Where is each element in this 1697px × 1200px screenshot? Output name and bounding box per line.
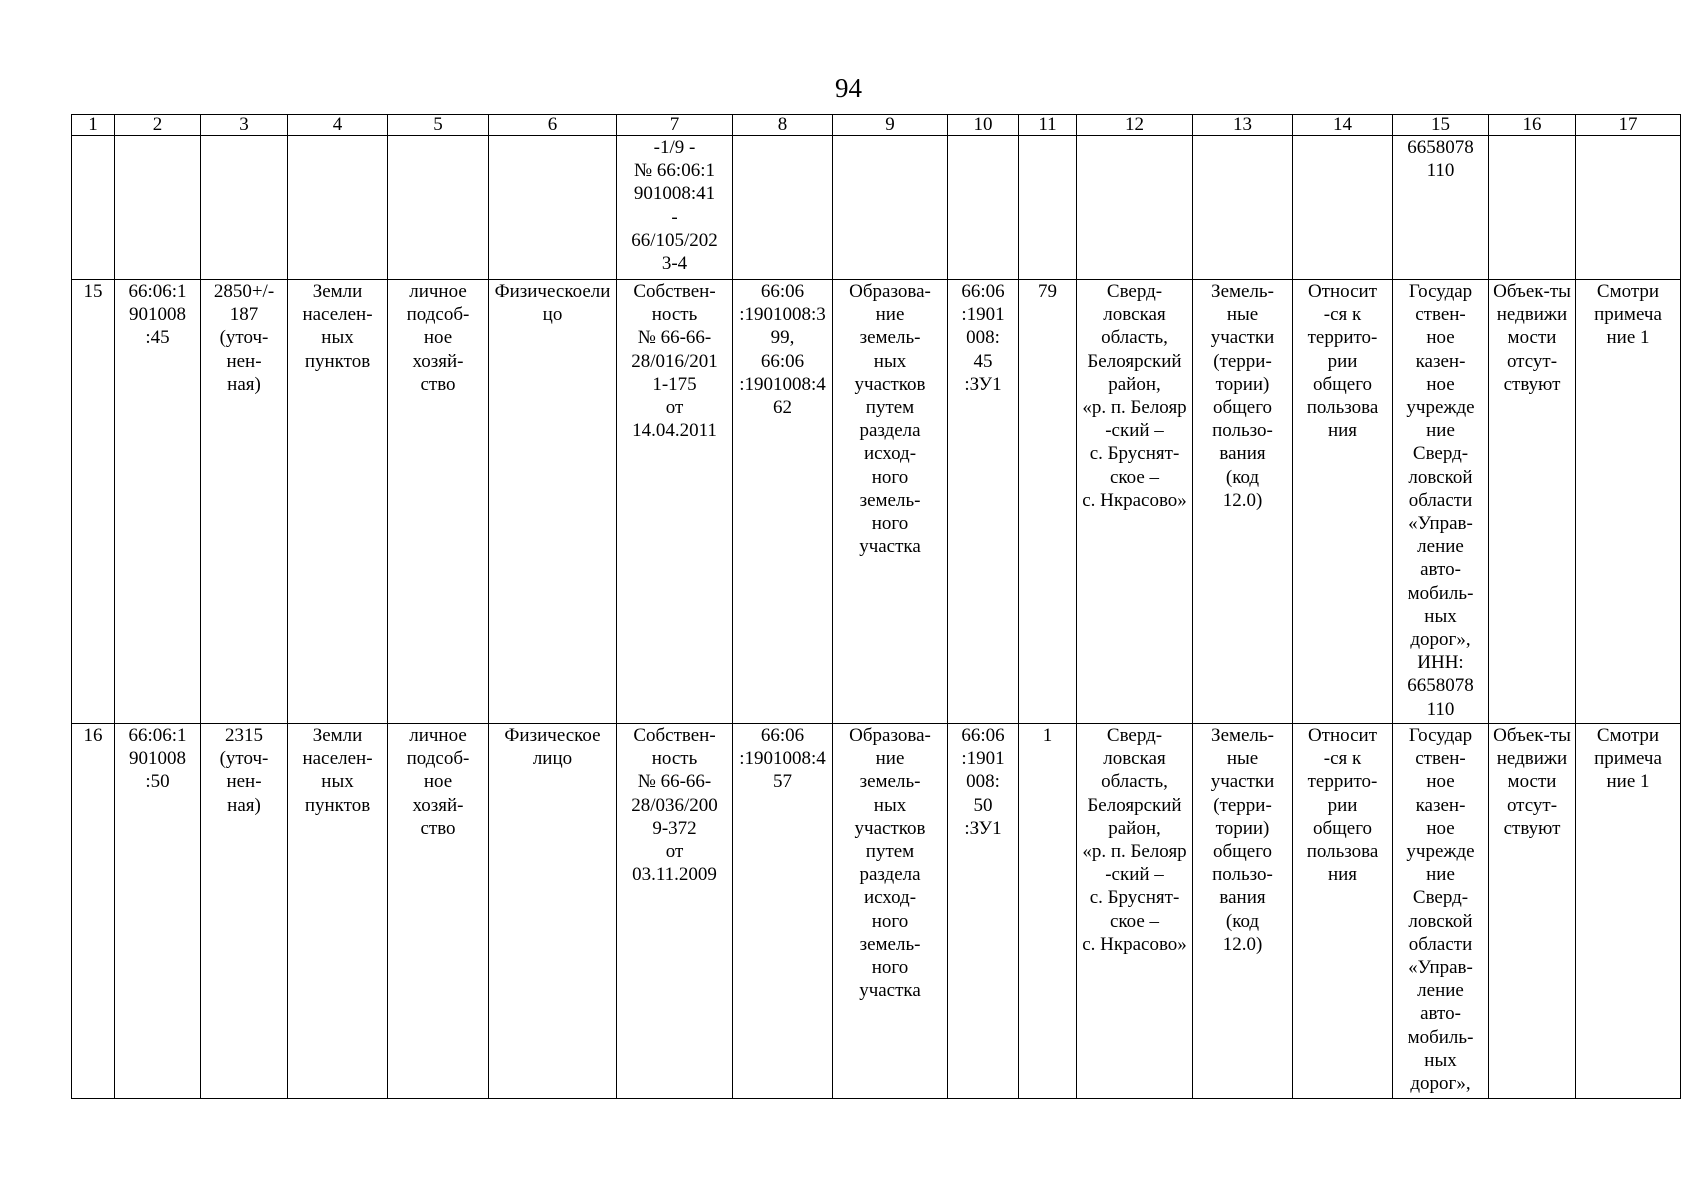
land-category-cell <box>288 136 388 280</box>
related-parcels-cell <box>733 136 833 280</box>
area-cell: 2850+/- 187 (уточ- нен- ная) <box>201 280 288 724</box>
related-parcels-cell: 66:06 :1901008:3 99, 66:06 :1901008:4 62 <box>733 280 833 724</box>
row-number-cell: 16 <box>72 724 115 1099</box>
permitted-use-cell <box>388 136 489 280</box>
column-number: 6 <box>489 115 617 136</box>
cadastral-number-cell <box>115 136 201 280</box>
note-cell: Смотри примеча ние 1 <box>1576 280 1681 724</box>
formation-method-cell: Образова- ние земель- ных участков путем раздела исход- ного земель- ного участка <box>833 724 948 1099</box>
column-number: 17 <box>1576 115 1681 136</box>
column-number: 7 <box>617 115 733 136</box>
column-number: 4 <box>288 115 388 136</box>
note-cell <box>1576 136 1681 280</box>
column-number: 16 <box>1489 115 1576 136</box>
right-holder-cell: Физическое лицо <box>489 724 617 1099</box>
column-number: 5 <box>388 115 489 136</box>
permitted-use-cell: личное подсоб- ное хозяй- ство <box>388 724 489 1099</box>
column-number: 12 <box>1077 115 1193 136</box>
column-number: 8 <box>733 115 833 136</box>
note-cell: Смотри примеча ние 1 <box>1576 724 1681 1099</box>
area-cell <box>201 136 288 280</box>
category-assignment-cell <box>1293 136 1393 280</box>
page-number: 94 <box>835 73 862 103</box>
row-number-cell <box>72 136 115 280</box>
category-assignment-cell: Относит -ся к террито- рии общего пользова ния <box>1293 724 1393 1099</box>
new-parcel-area-cell <box>1019 136 1077 280</box>
real-estate-objects-cell: Объек-ты недвижи мости отсут- ствуют <box>1489 280 1576 724</box>
land-register-table <box>71 114 1681 1099</box>
column-number: 15 <box>1393 115 1489 136</box>
permitted-use-cell: личное подсоб- ное хозяй- ство <box>388 280 489 724</box>
right-holder-cell <box>489 136 617 280</box>
right-registration-cell: -1/9 - № 66:06:1 901008:41 - 66/105/202 3-4 <box>617 136 733 280</box>
column-number: 10 <box>948 115 1019 136</box>
column-number-row <box>72 115 1681 136</box>
row-number-cell: 15 <box>72 280 115 724</box>
right-holder-cell: Физическоели цо <box>489 280 617 724</box>
new-permitted-use-cell: Земель- ные участки (терри- тории) общего пользо- вания (код 12.0) <box>1193 724 1293 1099</box>
new-parcel-designation-cell: 66:06 :1901 008: 45 :ЗУ1 <box>948 280 1019 724</box>
address-cell <box>1077 136 1193 280</box>
new-parcel-area-cell: 1 <box>1019 724 1077 1099</box>
formation-method-cell <box>833 136 948 280</box>
table-row <box>72 280 1681 724</box>
column-number: 3 <box>201 115 288 136</box>
category-assignment-cell: Относит -ся к террито- рии общего пользова ния <box>1293 280 1393 724</box>
real-estate-objects-cell: Объек-ты недвижи мости отсут- ствуют <box>1489 724 1576 1099</box>
column-number: 11 <box>1019 115 1077 136</box>
formation-method-cell: Образова- ние земель- ных участков путем раздела исход- ного земель- ного участка <box>833 280 948 724</box>
column-number: 1 <box>72 115 115 136</box>
land-category-cell: Земли населен- ных пунктов <box>288 280 388 724</box>
new-permitted-use-cell <box>1193 136 1293 280</box>
table-row <box>72 136 1681 280</box>
column-number: 2 <box>115 115 201 136</box>
real-estate-objects-cell <box>1489 136 1576 280</box>
new-right-holder-cell: 6658078 110 <box>1393 136 1489 280</box>
new-parcel-designation-cell <box>948 136 1019 280</box>
area-cell: 2315 (уточ- нен- ная) <box>201 724 288 1099</box>
table-row <box>72 724 1681 1099</box>
land-category-cell: Земли населен- ных пунктов <box>288 724 388 1099</box>
cadastral-number-cell: 66:06:1 901008 :50 <box>115 724 201 1099</box>
new-permitted-use-cell: Земель- ные участки (терри- тории) общего пользо- вания (код 12.0) <box>1193 280 1293 724</box>
column-number: 14 <box>1293 115 1393 136</box>
new-right-holder-cell: Государ ствен- ное казен- ное учрежде ние Сверд- ловской области «Управ- ление авто- мобиль- ных дорог», ИНН: 6658078 110 <box>1393 280 1489 724</box>
new-parcel-designation-cell: 66:06 :1901 008: 50 :ЗУ1 <box>948 724 1019 1099</box>
right-registration-cell: Собствен- ность № 66-66- 28/036/200 9-372 от 03.11.2009 <box>617 724 733 1099</box>
address-cell: Сверд- ловская область, Белоярский район, «р. п. Белояр -ский – с. Бруснят- ское – с. Нкрасово» <box>1077 280 1193 724</box>
new-right-holder-cell: Государ ствен- ное казен- ное учрежде ние Сверд- ловской области «Управ- ление авто- мобиль- ных дорог», <box>1393 724 1489 1099</box>
column-number: 9 <box>833 115 948 136</box>
cadastral-number-cell: 66:06:1 901008 :45 <box>115 280 201 724</box>
address-cell: Сверд- ловская область, Белоярский район, «р. п. Белояр -ский – с. Бруснят- ское – с. Нкрасово» <box>1077 724 1193 1099</box>
right-registration-cell: Собствен- ность № 66-66- 28/016/201 1-175 от 14.04.2011 <box>617 280 733 724</box>
related-parcels-cell: 66:06 :1901008:4 57 <box>733 724 833 1099</box>
new-parcel-area-cell: 79 <box>1019 280 1077 724</box>
column-number: 13 <box>1193 115 1293 136</box>
